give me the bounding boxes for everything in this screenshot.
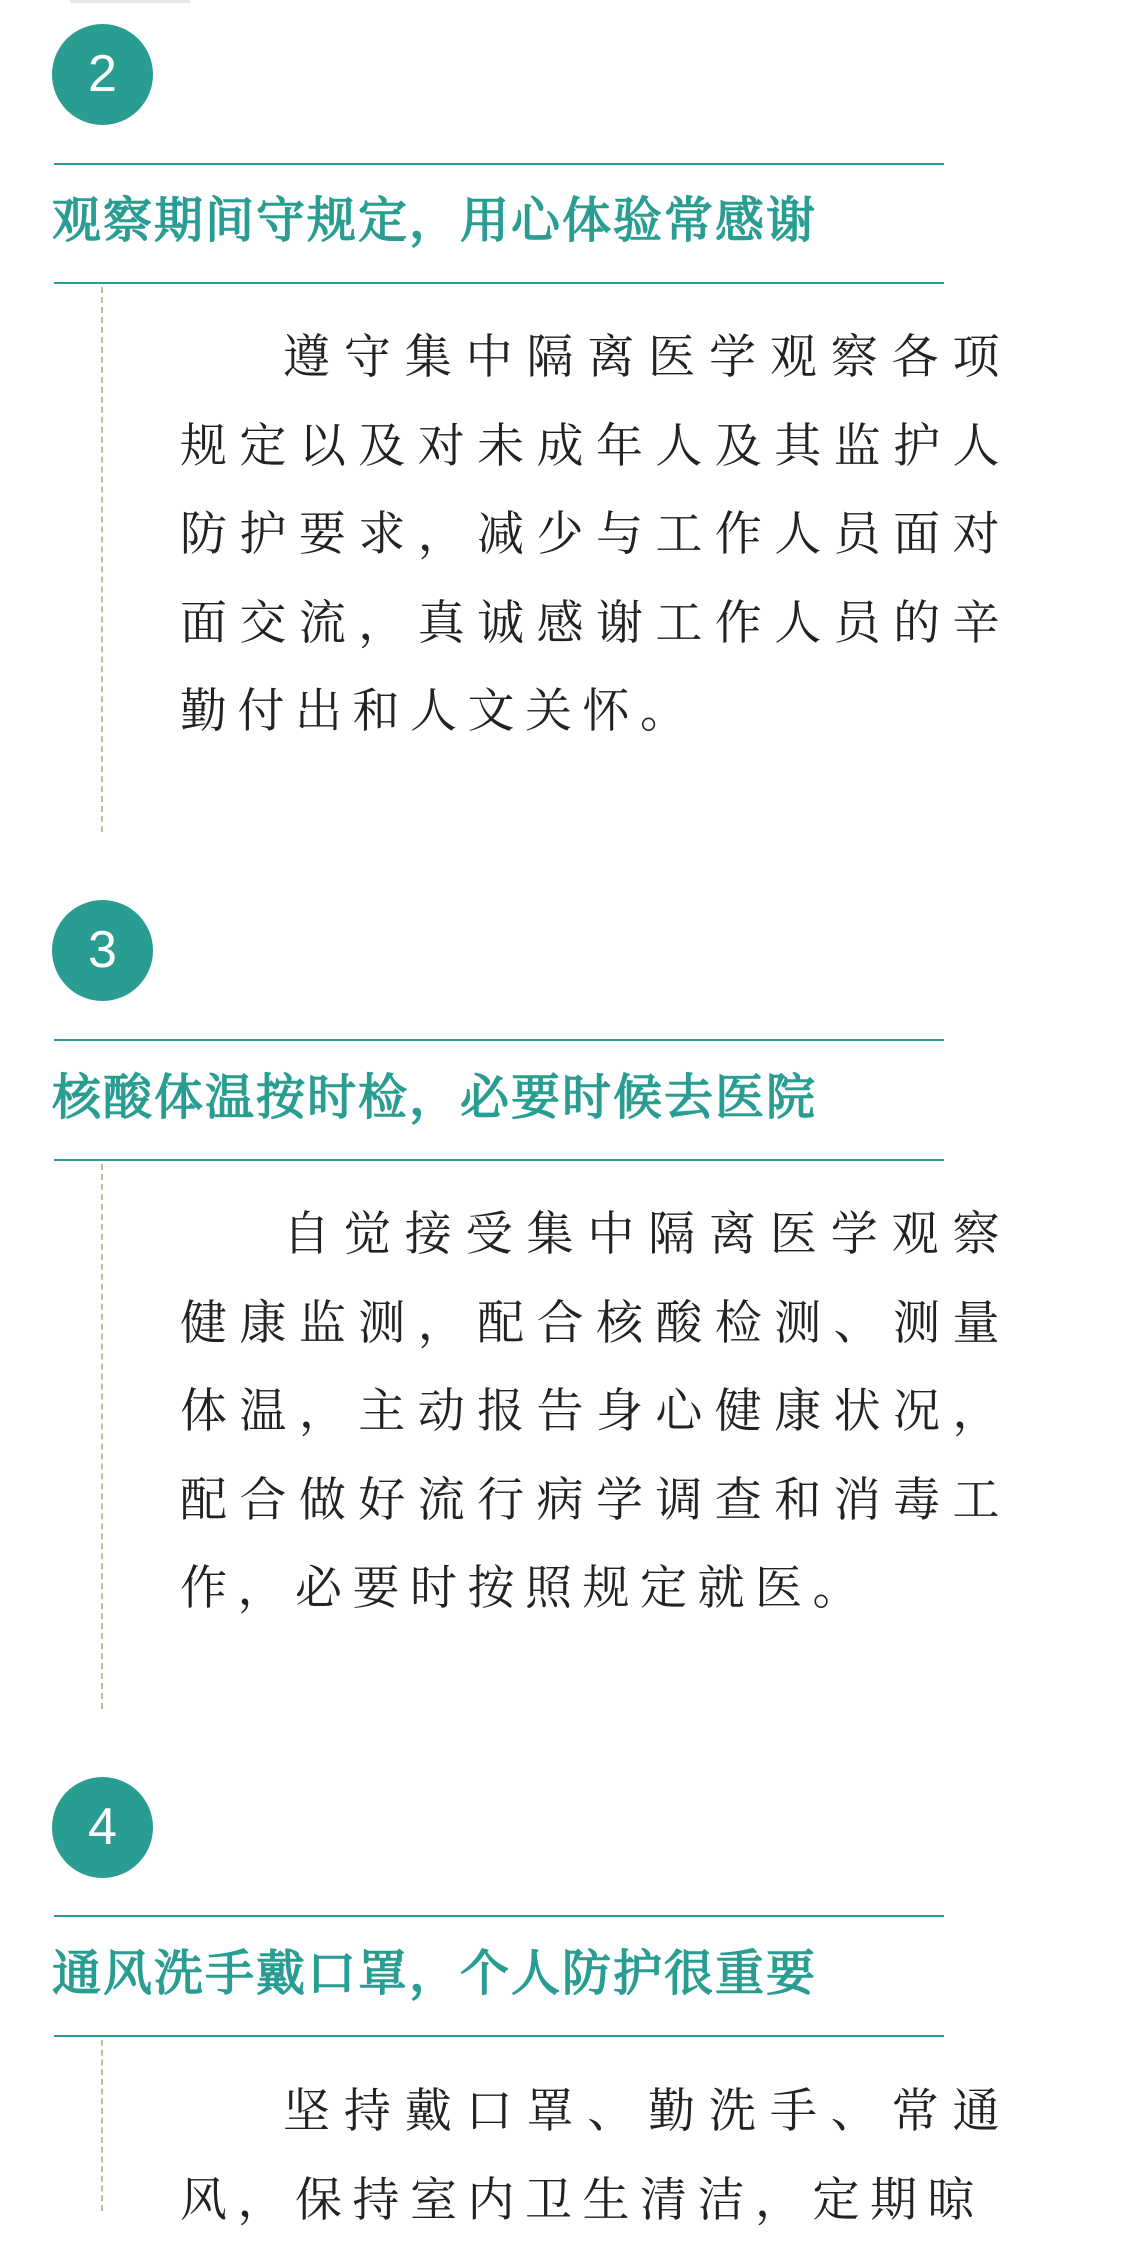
section-title: 核酸体温按时检，必要时候去医院	[52, 1069, 818, 1126]
section-number-badge: 2	[52, 24, 153, 125]
heading-bottom-rule	[54, 2035, 944, 2037]
section-body: 坚持戴口罩、勤洗手、常通风，保持室内卫生清洁，定期晾	[180, 2084, 1010, 2228]
section-number-badge: 3	[52, 900, 153, 1001]
dashed-guide-line	[101, 2040, 103, 2211]
dashed-guide-line	[101, 287, 103, 832]
top-divider-stub	[70, 0, 190, 3]
section-title: 通风洗手戴口罩，个人防护很重要	[52, 1945, 818, 2002]
heading-top-rule	[54, 163, 944, 165]
section-title: 观察期间守规定，用心体验常感谢	[52, 192, 818, 249]
heading-top-rule	[54, 1915, 944, 1917]
heading-bottom-rule	[54, 282, 944, 284]
heading-bottom-rule	[54, 1159, 944, 1161]
section-number-badge: 4	[52, 1777, 153, 1878]
section-body: 自觉接受集中隔离医学观察健康监测，配合核酸检测、测量体温，主动报告身心健康状况，配合做好流行病学调查和消毒工作，必要时按照规定就医。	[180, 1207, 1010, 1617]
section-body: 遵守集中隔离医学观察各项规定以及对未成年人及其监护人防护要求，减少与工作人员面对面交流，真诚感谢工作人员的辛勤付出和人文关怀。	[180, 330, 1010, 740]
dashed-guide-line	[101, 1164, 103, 1709]
heading-top-rule	[54, 1039, 944, 1041]
